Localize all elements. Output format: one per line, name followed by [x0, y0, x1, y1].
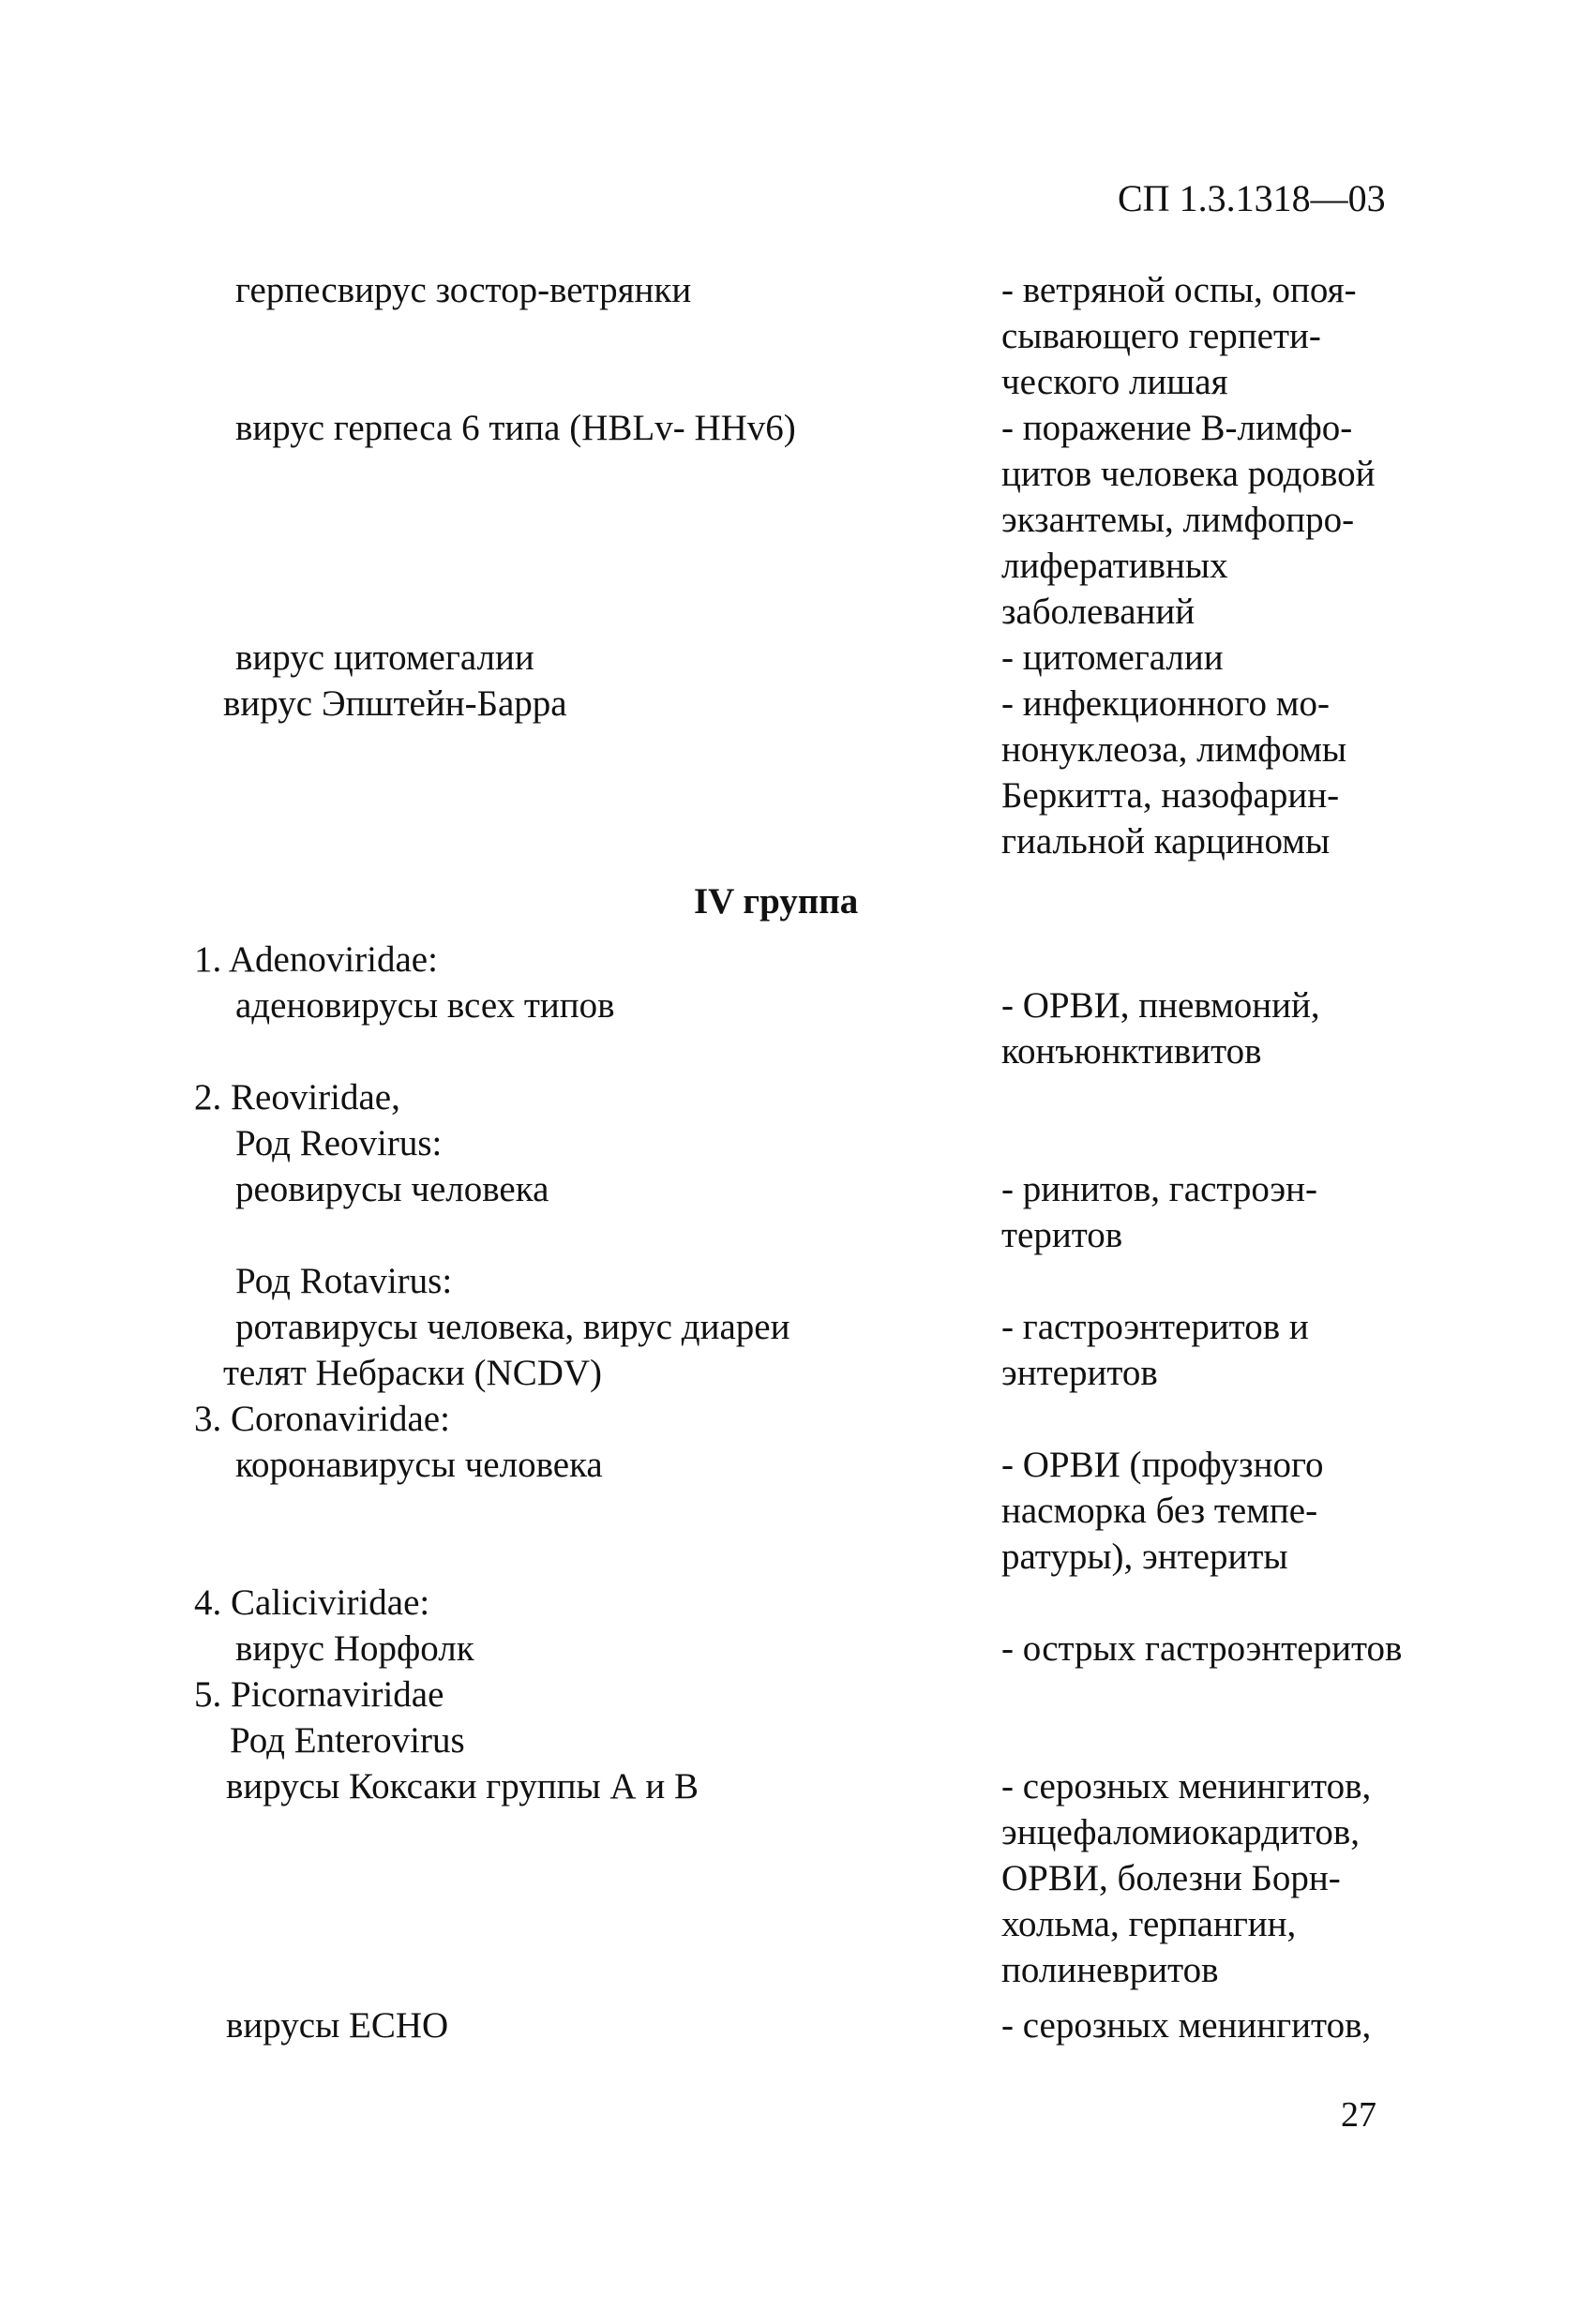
family-name: 2. Reoviridae,	[194, 1077, 400, 1117]
disease-line: заболеваний	[1001, 592, 1196, 632]
disease-line: - поражение В-лимфо-	[1001, 408, 1353, 448]
disease-line: - гастроэнтеритов и	[1001, 1307, 1309, 1347]
disease-line: - ОРВИ (профузного	[1001, 1445, 1324, 1485]
genus-name: Род Rotavirus:	[235, 1261, 453, 1301]
disease-line: - цитомегалии	[1001, 637, 1224, 678]
disease-line: ческого лишая	[1001, 362, 1228, 402]
disease-line: - ОРВИ, пневмоний,	[1001, 985, 1320, 1026]
disease-line: ратуры), энтериты	[1001, 1537, 1288, 1577]
disease-line: нонуклеоза, лимфомы	[1001, 729, 1347, 770]
virus-name: вирус Норфолк	[235, 1628, 474, 1669]
virus-name: ротавирусы человека, вирус диареи	[235, 1307, 790, 1347]
disease-line: - серозных менингитов,	[1001, 2005, 1372, 2046]
disease-line: экзантемы, лимфопро-	[1001, 500, 1355, 540]
disease-line: - острых гастроэнтеритов	[1001, 1628, 1403, 1669]
virus-name: коронавирусы человека	[235, 1445, 603, 1485]
virus-name: реовирусы человека	[235, 1169, 549, 1209]
family-name: 4. Caliciviridae:	[194, 1582, 430, 1623]
disease-line: - ветряной оспы, опоя-	[1001, 270, 1357, 310]
group-heading: IV группа	[694, 881, 859, 922]
virus-name: вирус Эпштейн-Барра	[223, 683, 567, 724]
disease-line: лиферативных	[1001, 546, 1228, 586]
virus-name: вирусы ЕСНО	[226, 2005, 449, 2046]
genus-name: Род Reovirus:	[235, 1123, 443, 1163]
virus-name: вирусы Коксаки группы А и В	[226, 1766, 699, 1807]
document-code: СП 1.3.1318—03	[1118, 177, 1386, 219]
disease-line: конъюнктивитов	[1001, 1031, 1262, 1072]
virus-name: вирус цитомегалии	[235, 637, 534, 678]
family-name: 3. Coronaviridae:	[194, 1399, 450, 1439]
virus-name: герпесвирус зостор-ветрянки	[235, 270, 692, 310]
disease-line: полиневритов	[1001, 1950, 1219, 1990]
family-name: 1. Adenoviridae:	[194, 939, 438, 980]
disease-line: сывающего герпети-	[1001, 316, 1321, 356]
disease-line: энцефаломиокардитов,	[1001, 1812, 1361, 1852]
disease-line: хольма, герпангин,	[1001, 1904, 1297, 1944]
disease-line: теритов	[1001, 1215, 1123, 1255]
genus-name: Род Enterovirus	[230, 1720, 465, 1761]
virus-name: вирус герпеса 6 типа (HBLv- HHv6)	[235, 408, 796, 448]
disease-line: ОРВИ, болезни Борн-	[1001, 1858, 1341, 1898]
disease-line: гиальной карциномы	[1001, 821, 1331, 862]
disease-line: - серозных менингитов,	[1001, 1766, 1372, 1807]
disease-line: - инфекционного мо-	[1001, 683, 1330, 724]
virus-name: аденовирусы всех типов	[235, 985, 615, 1026]
disease-line: энтеритов	[1001, 1353, 1158, 1393]
page-number: 27	[1341, 2095, 1376, 2135]
virus-name: телят Небраски (NCDV)	[223, 1353, 603, 1393]
disease-line: Беркитта, назофарин-	[1001, 775, 1340, 816]
disease-line: цитов человека родовой	[1001, 454, 1376, 494]
disease-line: - ринитов, гастроэн-	[1001, 1169, 1318, 1209]
disease-line: насморка без темпе-	[1001, 1491, 1318, 1531]
family-name: 5. Picornaviridae	[194, 1674, 444, 1715]
